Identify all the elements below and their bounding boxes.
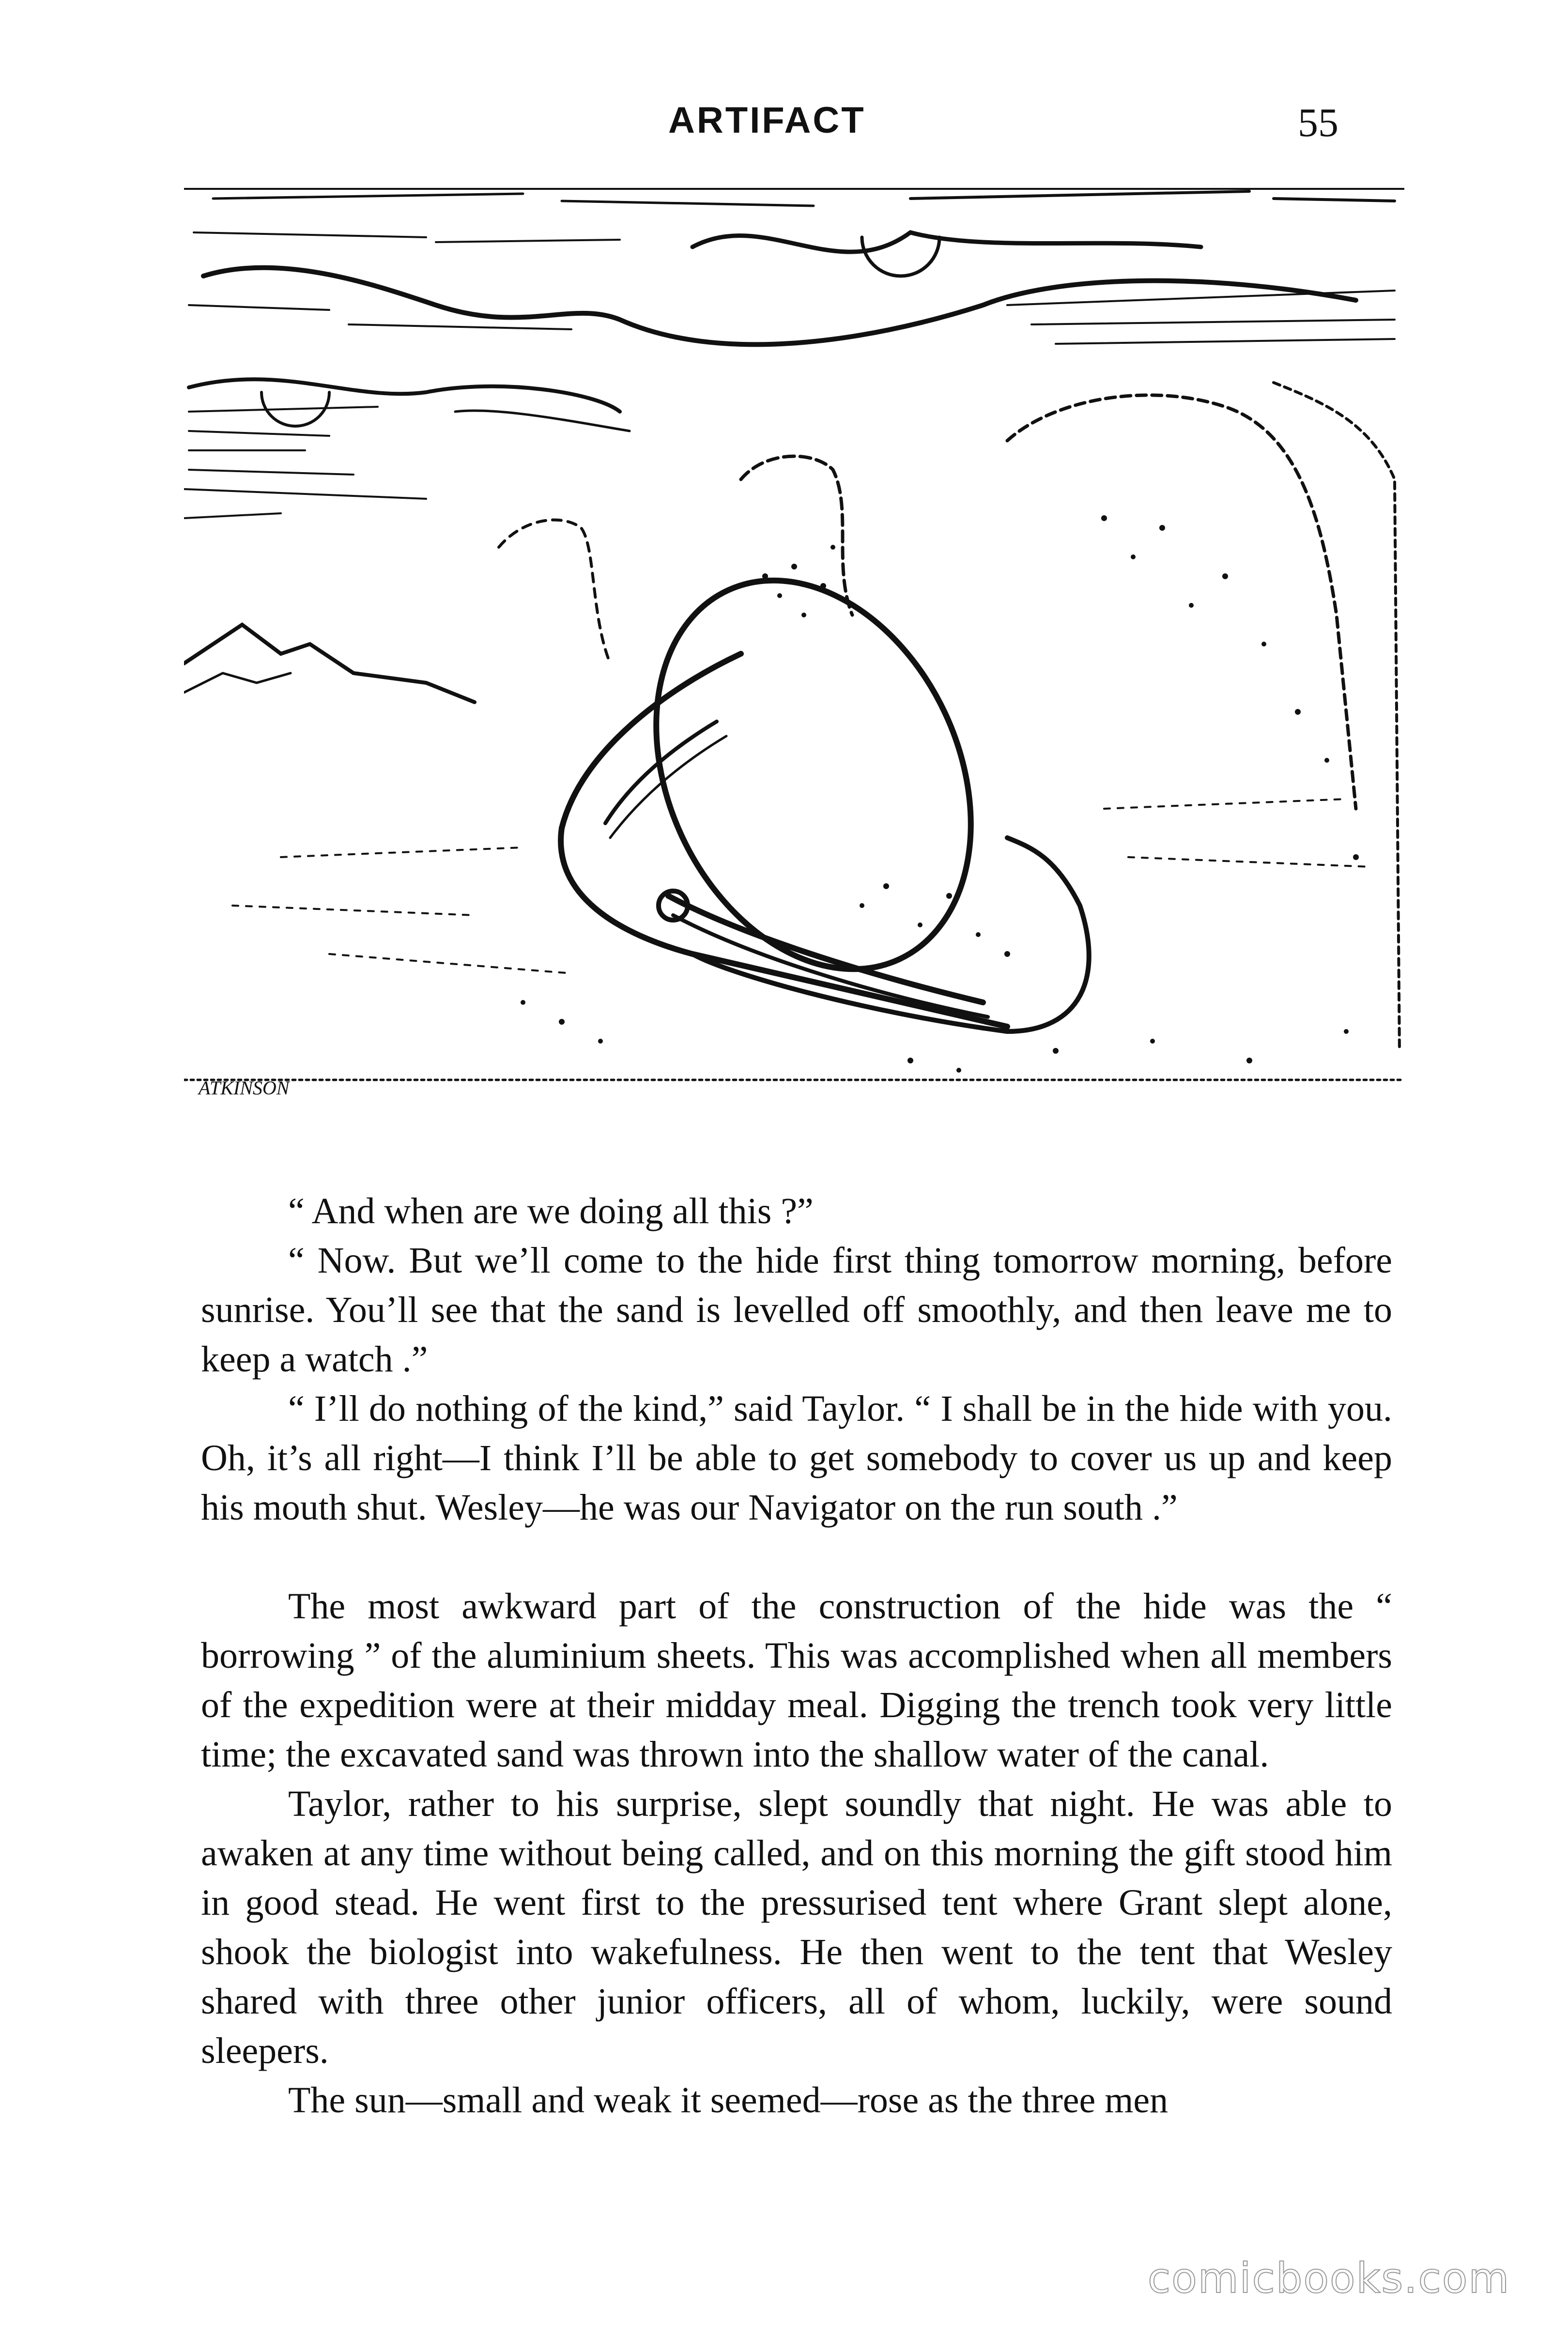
narrative-paragraph: The sun—small and weak it seemed—rose as the three men: [288, 2080, 1168, 2121]
dialogue-paragraph: “ And when are we doing all this ?”: [288, 1191, 814, 1231]
artist-signature: ATKINSON: [199, 1077, 290, 1099]
page-number: 55: [1298, 100, 1338, 145]
narrative-paragraph: The most awkward part of the construction of the hide was the “ borrowing ” of the aluminium sheets. This was accomplished when all members of the expedition were at their midday meal. Digging the trench took very little time; the excavated sand was thrown into the shallow water of the canal.: [201, 1586, 1392, 1775]
running-title: ARTIFACT: [668, 100, 866, 141]
dialogue-paragraph: “ I’ll do nothing of the kind,” said Taylor. “ I shall be in the hide with you. Oh, it’s all right—I think I’ll be able to get somebody to cover us up and keep his mouth shut. Wesley—he was our Navigator on the run south .”: [201, 1388, 1392, 1528]
narrative-paragraph: Taylor, rather to his surprise, slept soundly that night. He was able to awaken at any time without being called, and on this morning the gift stood him in good stead. He went first to the pressurised tent where Grant slept alone, shook the biologist into wakefulness. He then went to the tent that Wesley shared with three other junior officers, all of whom, luckily, were sound sleepers.: [201, 1784, 1392, 2071]
dialogue-paragraph: “ Now. But we’ll come to the hide first thing tomorrow morning, before sunrise. You’ll see that the sand is levelled off smoothly, and then leave me to keep a watch .”: [201, 1240, 1392, 1380]
illustration: [184, 179, 1404, 1148]
page-header: [0, 99, 1568, 153]
illustration-drawing: [184, 179, 1404, 1148]
watermark: comicbooks.com: [1148, 2254, 1510, 2303]
body-text: [201, 1186, 1392, 2125]
